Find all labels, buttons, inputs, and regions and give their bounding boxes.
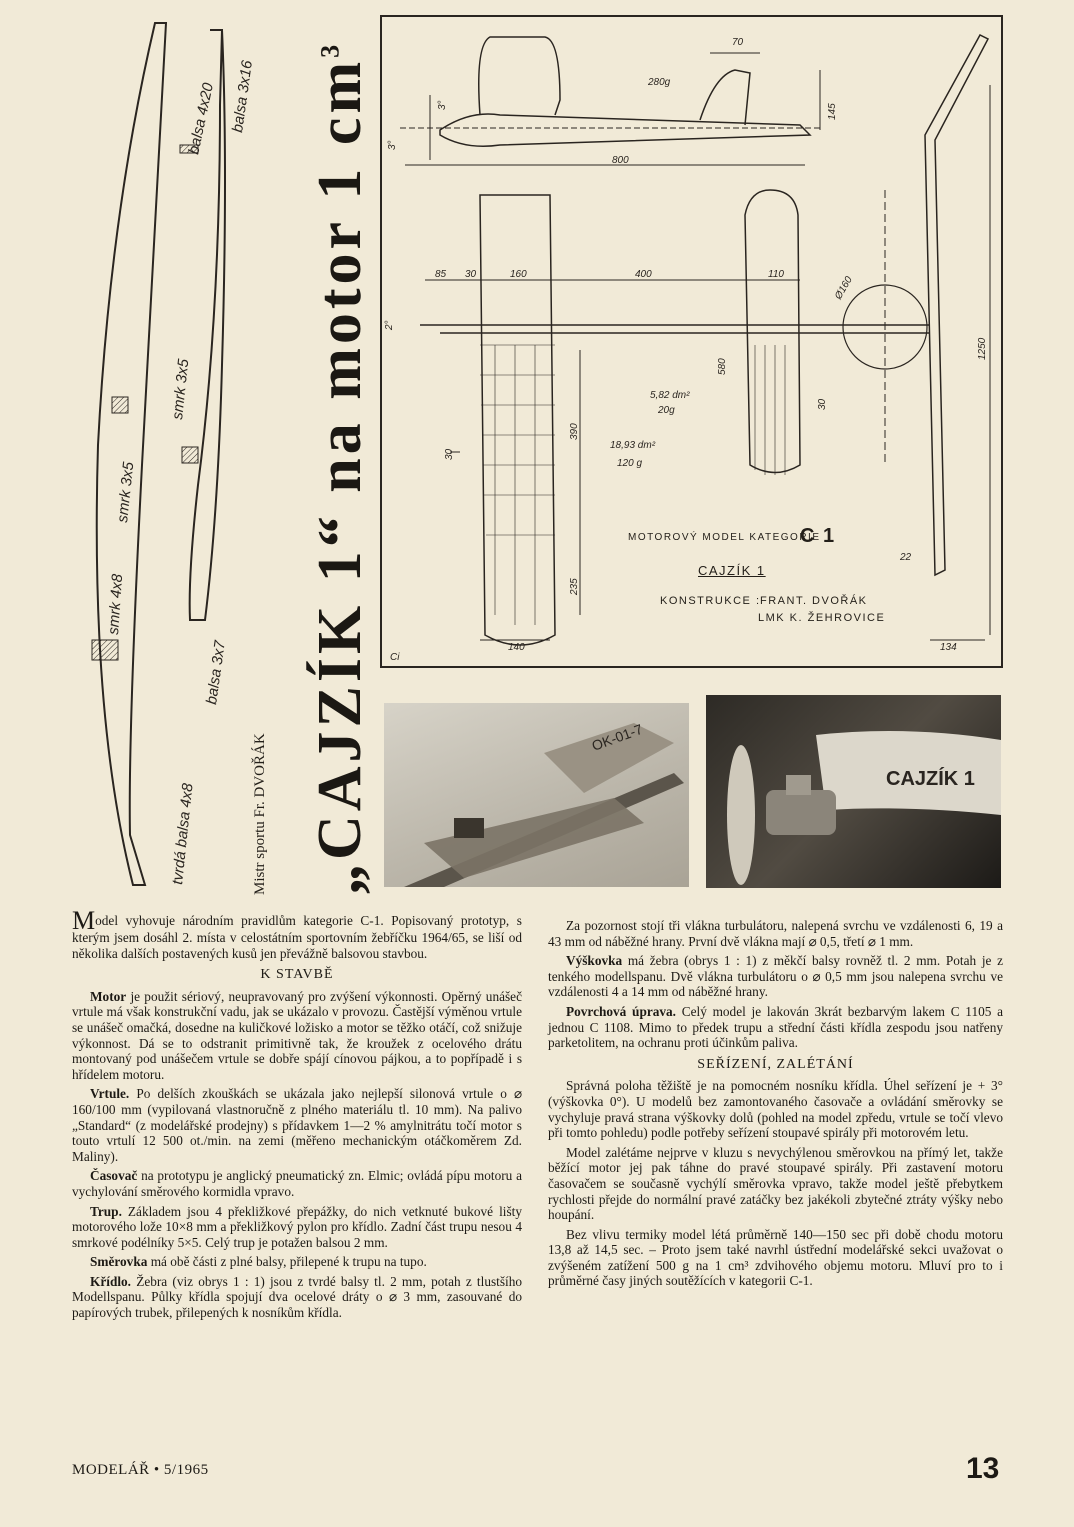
paragraph-turbulator — [548, 918, 1003, 949]
dim-134: 134 — [940, 642, 957, 653]
intro-paragraph — [72, 906, 522, 961]
dim-280g: 280g — [648, 77, 671, 88]
profile-label-balsa-4x20: balsa 4x20 — [185, 81, 217, 156]
drawing-dim-labels — [380, 15, 1003, 668]
profile-label-smrk-3x5-a: smrk 3x5 — [114, 461, 138, 524]
text-casovac: na prototypu je anglický pneumatický zn. Elmic; ovládá pípu motoru a vychylování směrového kormidla vpravo. — [72, 1168, 522, 1199]
dim-800: 800 — [612, 155, 629, 166]
dim-160: 160 — [510, 269, 527, 280]
heading-k-stavbe: K STAVBĚ — [260, 967, 334, 983]
wing-profile-drawings — [70, 15, 257, 895]
paragraph-vyskovka — [548, 953, 1003, 1000]
photo-model-in-flight — [384, 703, 689, 887]
text-serizeni-3: Bez vlivu termiky model létá průměrně 140—150 sec při době chodu motoru 13,8 až 14,5 sec. – Proto jsem také navrhl ústřední modelářské sekci uvažovat o zvýšeném zatížení 500 g na 1 cm³ zdvihového objemu motoru. Mluví pro to i průměrné časy jiných soutěžících v kategorii C-1. — [548, 1226, 1003, 1289]
term-smerovka: Směrovka — [90, 1254, 148, 1270]
text-vyskovka: má žebra (obrys 1 : 1) z měkčí balsy rovněž tl. 2 mm. Potah je z tenkého modellspanu. Dvě vlákna turbulátoru o ⌀ 0,5 mm jsou nalepena svrchu ve vzdálenosti 4 a 14 mm od náběžné hrany. — [548, 953, 1003, 1000]
paragraph-serizeni-1 — [548, 1078, 1003, 1140]
dim-582: 5,82 dm² — [650, 390, 690, 401]
drawing-construction-label: KONSTRUKCE : — [660, 595, 761, 607]
profile-label-tvrda-balsa-4x8: tvrdá balsa 4x8 — [169, 782, 197, 886]
corner-mark: Ci — [390, 652, 400, 663]
profile-label-smrk-4x8: smrk 4x8 — [105, 573, 127, 636]
article-title-sup: 3 — [315, 40, 345, 58]
text-turbulator: Za pozornost stojí tři vlákna turbulátoru, nalepená svrchu ve vzdálenosti 6, 19 a 43 mm od náběžné hrany. První dvě vlákna mají ⌀ 0,5, třetí ⌀ 1 mm. — [548, 918, 1003, 949]
drawing-category-code: C 1 — [800, 525, 836, 547]
dim-1250: 1250 — [977, 337, 988, 360]
magazine-issue: MODELÁŘ • 5/1965 — [72, 1462, 209, 1478]
drawing-model-name: CAJZÍK 1 — [698, 563, 766, 578]
paragraph-casovac — [72, 1168, 522, 1199]
dim-160-dia: Ø160 — [833, 274, 855, 302]
text-smerovka: má obě části z plné balsy, přilepené k trupu na tupo. — [147, 1254, 427, 1270]
paragraph-kridlo — [72, 1274, 522, 1321]
profile-label-balsa-3x7: balsa 3x7 — [203, 639, 229, 706]
dim-30b: 30 — [817, 398, 828, 410]
dim-85: 85 — [435, 269, 447, 280]
term-trup: Trup. — [90, 1203, 122, 1219]
dim-145: 145 — [827, 103, 838, 120]
profile-label-balsa-3x16: balsa 3x16 — [229, 59, 257, 134]
dim-3a: 3° — [437, 100, 448, 110]
dim-140: 140 — [508, 642, 525, 653]
paragraph-povrch — [548, 1004, 1003, 1051]
dim-390: 390 — [569, 423, 580, 440]
dropcap: M — [72, 906, 96, 935]
dim-2: 2° — [384, 320, 395, 330]
wing-rib-profile — [97, 23, 166, 885]
dim-20g: 20g — [658, 405, 675, 416]
dim-30c: 30 — [444, 448, 455, 460]
dim-110: 110 — [768, 269, 784, 280]
paragraph-trup — [72, 1204, 522, 1251]
drawing-category: MOTOROVÝ MODEL KATEGORIE — [628, 532, 821, 543]
paragraph-smerovka — [72, 1254, 522, 1270]
intro-text: odel vyhovuje národním pravidlům kategorie C-1. Popisovaný prototyp, s kterým jsem dosáhl 2. místa v celostátním sportovním žebříčku 1964/65, se liší od několika dalších postavených kusů jen převážně balsovou stavbou. — [72, 913, 522, 961]
paragraph-vrtule — [72, 1086, 522, 1164]
photo-engine-closeup — [706, 695, 1001, 888]
article-title-text: „CAJZÍK 1“ na motor 1 cm — [306, 57, 374, 895]
dim-70: 70 — [732, 37, 744, 48]
hatch-block-3 — [182, 447, 198, 463]
term-kridlo: Křídlo. — [90, 1273, 132, 1289]
term-vyskovka: Výškovka — [566, 953, 623, 969]
paragraph-motor — [72, 989, 522, 1083]
text-vrtule: Po delších zkouškách se ukázala jako nejlepší silonová vrtule o ⌀ 160/100 mm (vypilovaná vlastnoručně z plného materiálu tl. 10 mm). Na palivo „Standard“ (z modelářské prodejny) s přídavkem 1—2 % amylnitrátu točí motor s touto vrtulí 12 500 ot./min. na zemi (měřeno mechanickým otáčkoměrem Zd. Maliny). — [72, 1086, 522, 1164]
drawing-club: LMK K. ŽEHROVICE — [758, 612, 886, 624]
profile-label-smrk-3x5-b: smrk 3x5 — [169, 358, 193, 421]
hatch-block-1 — [92, 640, 118, 660]
hatch-block-2 — [112, 397, 128, 413]
technical-drawing — [380, 15, 1003, 668]
page-number: 13 — [966, 1452, 1000, 1485]
term-povrch: Povrchová úprava. — [566, 1003, 677, 1019]
dim-400: 400 — [635, 269, 652, 280]
heading-serizeni: SEŘÍZENÍ, ZALÉTÁNÍ — [697, 1056, 854, 1072]
term-vrtule: Vrtule. — [90, 1086, 130, 1102]
text-serizeni-2: Model zalétáme nejprve v kluzu s nevychýlenou směrovkou na přímý let, takže běžící motor jej pak táhne do pravé stoupavé spirály. Při zastavení motoru časovačem se současně vychýlí směrovka vpravo, takže model ještě přebytkem rychlosti přejde do normální pravé zatáčky bez jakékoli zbytečné ztráty výšky nebo houpání. — [548, 1144, 1003, 1223]
dim-120g: 120 g — [617, 458, 643, 469]
text-trup: Základem jsou 4 překližkové přepážky, do nich vetknuté bukové lišty motorového lože 10×8 mm a překližkový pylon pro křídlo. Zadní část trupu nesou 4 smrkové podélníky 5×5. Celý trup je potažen balsou 2 mm. — [72, 1203, 522, 1250]
photo-model-label: CAJZÍK 1 — [886, 768, 975, 790]
text-povrch: Celý model je lakován 3krát bezbarvým lakem C 1105 a jednou C 1108. Mimo to předek trupu a střední části křídla zespodu jsou natřeny parketolitem, na ochranu proti účinkům paliva. — [548, 1003, 1004, 1051]
term-motor: Motor — [90, 988, 127, 1004]
paragraph-serizeni-3 — [548, 1227, 1003, 1289]
dim-3b: 3° — [387, 140, 398, 150]
dim-235: 235 — [569, 578, 580, 595]
paragraph-serizeni-2 — [548, 1145, 1003, 1223]
article-title — [305, 40, 376, 895]
author-name: Mistr sportu Fr. DVOŘÁK — [252, 733, 268, 895]
text-kridlo: Žebra (viz obrys 1 : 1) jsou z tvrdé balsy tl. 2 mm, potah z tlustšího Modellspanu. Půlky křídla spojují dva ocelové dráty o ⌀ 3 mm, zasouvané do papírových trubek, přilepených k nosníkům křídla. — [72, 1273, 522, 1321]
text-column-left — [72, 906, 522, 1325]
drawing-constructor: FRANT. DVOŘÁK — [760, 595, 868, 607]
dim-22: 22 — [900, 552, 912, 563]
text-motor: je použit sériový, neupravovaný pro zvýšení výkonnosti. Opěrný unášeč vrtule má však konstrukční vadu, jak se ukázalo v provozu. Častější výměnou vrtule se unášeč omačká, dosedne na kuličkové ložisko a motor se těžko otáčí, což snižuje výkonnost. Dá se to odstranit primitivně tak, že kroužek z ocelového drátu montovaný pod unášečem vrtule se dobře spájí cínovou pájkou, a to popřípadě i s hřídelem motoru. — [72, 988, 522, 1082]
text-serizeni-1: Správná poloha těžiště je na pomocném nosníku křídla. Úhel seřízení je + 3° (výškovka 0°). U modelů bez zamontovaného časovače a ovládání směrovky se vychyluje pravá strana výškovky dolů (pohled na model zpředu, vrtule se točí vlevo při tomto pohledu) podle potřeby seřízení stoupavé spirály při motorovém letu. — [548, 1078, 1003, 1141]
text-column-right — [548, 918, 1003, 1293]
dim-30a: 30 — [465, 269, 477, 280]
photo-registration: OK-01-7 — [589, 720, 645, 754]
dim-1893: 18,93 dm² — [610, 440, 656, 451]
dim-580: 580 — [717, 358, 728, 375]
term-casovac: Časovač — [90, 1168, 138, 1184]
